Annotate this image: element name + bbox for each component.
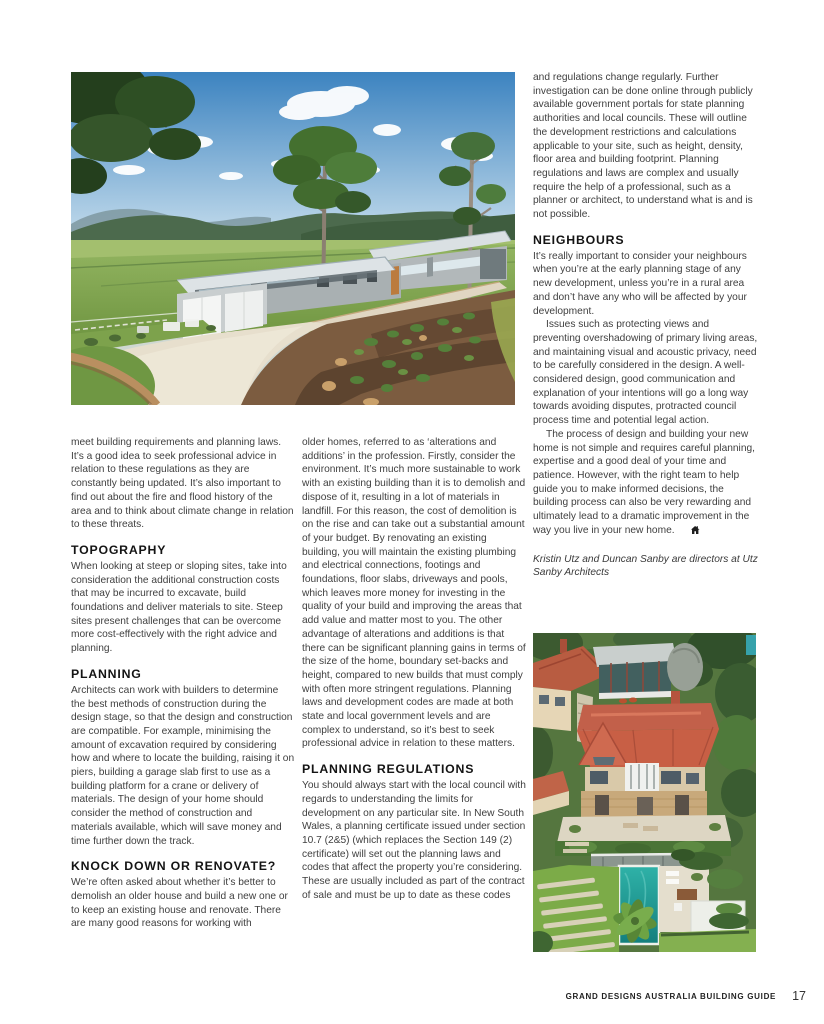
paragraph: You should always start with the local council with regards to understanding the limits for development on any particular site. In New South Wales, a planning certificate issued under section 10.7 (2&5) (which replaces the Section 149 (2) certificate) will set out the planning laws and codes that affect the property you’re considering. These are usually included as part of the contract of sale and must be up to date as these codes bbox=[302, 780, 526, 901]
page-footer bbox=[566, 989, 806, 1003]
paragraph: Architects can work with builders to determine the best methods of construction during the design stage, so that the design and construction are compatible. For example, minimising the amount of excavation required by considering how and where to locate the building, raising it on piers, building a garage slab first to use as a building platform for a crane or delivery of materials. The design of your home should consider the method of construction and materials available, which will save money and time further down the track. bbox=[71, 684, 295, 847]
cabin bbox=[593, 643, 677, 704]
paragraph: The process of design and building your new home is not simple and requires careful planning, expertise and a good deal of your time and patience. However, with the right team to help guide you to make informed decisions, the building process can also be very rewarding and ultimately lead to a dramatic improvement in the way you live in your new home. bbox=[533, 428, 755, 536]
author-credit: Kristin Utz and Duncan Sanby are directors at Utz Sanby Architects bbox=[533, 553, 758, 579]
paragraph: We’re often asked about whether it’s better to demolish an older house and build a new one or to keep an existing house and renovate. There are many good reasons for working with bbox=[71, 877, 288, 930]
section-heading: KNOCK DOWN OR RENOVATE? bbox=[71, 859, 277, 874]
paragraph: meet building requirements and planning laws. It’s a good idea to seek professional advice in relation to these regulations as they are constantly being updated. It’s also important to find out about the fire and flood history of the area and to think about climate change in relation to these threats. bbox=[71, 437, 294, 531]
paragraph: older homes, referred to as ‘alterations and additions’ in the profession. Firstly, consider the environment. It’s much more sustainable to work with an existing building than it is to demolish and dispose of it, resulting in a lot of materials in landfill. For this reason, the cost of demolition is on the rise and can take out a substantial amount of your budget. By renovating an existing building, you will maintain the existing plumbing and electrical connections, footings and foundations, floor slabs, driveways and pools, which leaves more money for investing in the quality of your build and improving the areas that add value and matter most to you. The other advantage of alterations and additions is that there can be significant planning gains in terms of the size of the home, boundary set-backs and height, compared to new builds that must comply with often more stringent regulations. Planning laws and development codes are made at both state and local government levels and are complex to understand, so it’s best to seek professional advice in relation to these matters. bbox=[302, 437, 526, 750]
section-heading: NEIGHBOURS bbox=[533, 232, 625, 247]
section-heading: PLANNING REGULATIONS bbox=[302, 762, 475, 777]
aerial-photo-heritage-house bbox=[533, 633, 756, 952]
section-heading: TOPOGRAPHY bbox=[71, 542, 167, 557]
section-heading: PLANNING bbox=[71, 666, 142, 681]
terrace bbox=[557, 815, 731, 843]
magazine-title: GRAND DESIGNS AUSTRALIA BUILDING GUIDE bbox=[565, 991, 777, 1001]
paragraph: It’s really important to consider your neighbours when you’re at the early planning stage of any new development, unless you’re in a rural area and don’t have any who will be affected by your development. bbox=[533, 250, 747, 317]
paragraph: and regulations change regularly. Further investigation can be done online through publicly available government portals for state planning authorities and local councils. These will outline the development restrictions and calculations applicable to your site, such as height, density, floor area and building footprint. Planning regulations and laws are complex and usually require the help of a professional, such as a planner or architect, to understand what is and is not possible. bbox=[533, 72, 753, 221]
house-end-icon bbox=[678, 524, 700, 538]
hero-photo-rural-house bbox=[71, 72, 515, 405]
main-house bbox=[577, 691, 719, 817]
lawn bbox=[533, 865, 619, 952]
column-middle bbox=[302, 436, 526, 903]
page-number: 17 bbox=[792, 989, 806, 1003]
column-left bbox=[71, 436, 295, 931]
paragraph: Issues such as protecting views and preventing overshadowing of primary living areas, and maintaining visual and acoustic privacy, need to be carefully considered in the design. A well-considered design, good communication and explanation of your intentions will go a long way towards avoiding disputes, protracted council process time and potential legal action. bbox=[533, 319, 758, 427]
paragraph: When looking at steep or sloping sites, take into consideration the additional construction costs that may be incurred to excavate, build foundations and deliver materials to site. Steep sites present challenges that can be overcome more cost-effectively with the right advice and planning. bbox=[71, 560, 287, 655]
column-right bbox=[533, 71, 759, 580]
